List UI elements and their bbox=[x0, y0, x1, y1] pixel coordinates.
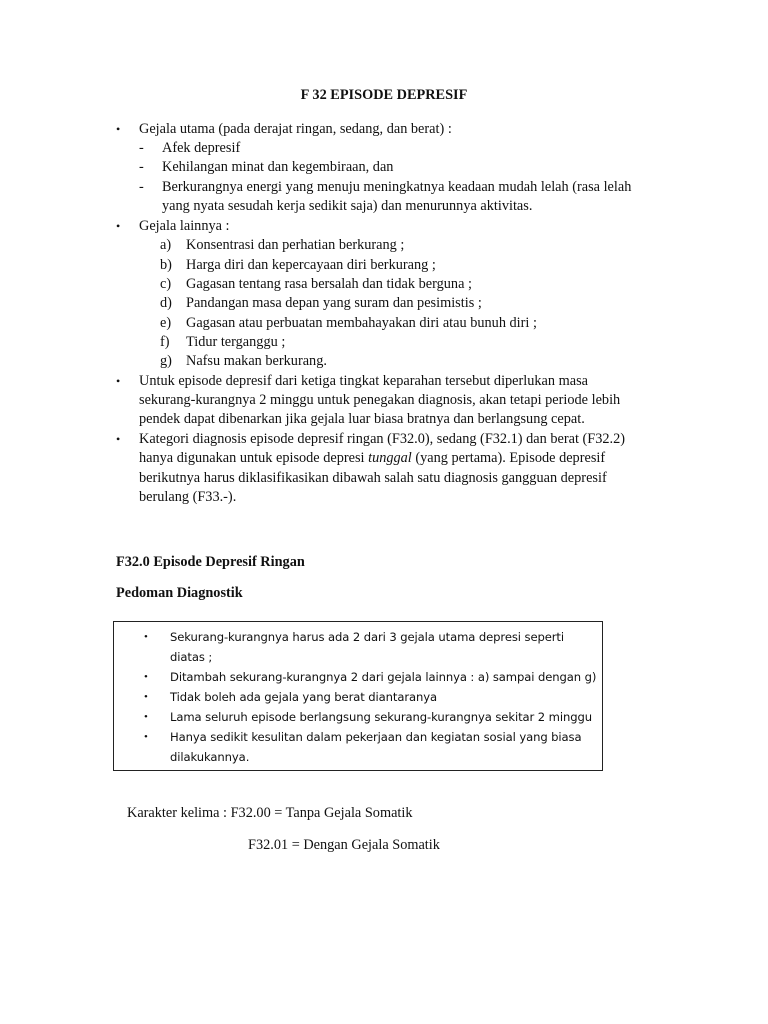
duration-paragraph-line: pendek dapat dibenarkan jika gejala luar biasa bratnya dan berlangsung cepat. bbox=[139, 411, 585, 427]
other-symptom-item: Gagasan tentang rasa bersalah dan tidak berguna ; bbox=[186, 276, 472, 292]
main-symptom-item: Berkurangnya energi yang menuju meningkatnya keadaan mudah lelah (rasa lelah bbox=[162, 179, 632, 195]
page-title: F 32 EPISODE DEPRESIF bbox=[300, 87, 468, 103]
dash-icon: - bbox=[139, 179, 144, 195]
main-symptoms-intro: Gejala utama (pada derajat ringan, sedang, dan berat) : bbox=[139, 121, 452, 137]
bullet-icon: • bbox=[116, 374, 121, 388]
dash-icon: - bbox=[139, 159, 144, 175]
guideline-item-continued: dilakukannya. bbox=[170, 750, 250, 764]
other-symptom-item: Nafsu makan berkurang. bbox=[186, 353, 327, 369]
category-paragraph-line: berulang (F33.-). bbox=[139, 489, 237, 505]
category-paragraph-line bbox=[139, 449, 605, 469]
other-symptom-item: Pandangan masa depan yang suram dan pesimistis ; bbox=[186, 295, 482, 311]
diagnostic-guideline-box bbox=[113, 621, 603, 771]
list-marker: e) bbox=[160, 315, 172, 331]
duration-paragraph-line: Untuk episode depresif dari ketiga tingkat keparahan tersebut diperlukan masa bbox=[139, 373, 589, 389]
dash-icon: - bbox=[139, 140, 144, 156]
bullet-icon: • bbox=[144, 671, 148, 683]
guideline-item: Lama seluruh episode berlangsung sekurang-kurangnya sekitar 2 minggu bbox=[170, 710, 592, 724]
fifth-character-line: Karakter kelima : F32.00 = Tanpa Gejala Somatik bbox=[127, 805, 413, 821]
guideline-item: Sekurang-kurangnya harus ada 2 dari 3 gejala utama depresi seperti bbox=[170, 630, 565, 644]
bullet-icon: • bbox=[144, 731, 148, 743]
guideline-item: Tidak boleh ada gejala yang berat diantaranya bbox=[170, 690, 438, 704]
section-heading: F32.0 Episode Depresif Ringan bbox=[116, 554, 305, 570]
list-marker: a) bbox=[160, 237, 172, 253]
bullet-icon: • bbox=[116, 432, 121, 446]
category-text-pre: hanya digunakan untuk episode depresi bbox=[139, 450, 369, 466]
main-symptom-item: Kehilangan minat dan kegembiraan, dan bbox=[162, 159, 394, 175]
fifth-character-line: F32.01 = Dengan Gejala Somatik bbox=[248, 837, 440, 853]
guideline-item: Hanya sedikit kesulitan dalam pekerjaan dan kegiatan sosial yang biasa bbox=[170, 730, 582, 744]
other-symptom-item: Harga diri dan kepercayaan diri berkurang ; bbox=[186, 257, 436, 273]
main-symptom-item-continued: yang nyata sesudah kerja sedikit saja) dan menurunnya aktivitas. bbox=[162, 198, 533, 214]
category-paragraph-line: berikutnya harus diklasifikasikan dibawah salah satu diagnosis gangguan depresif bbox=[139, 470, 607, 486]
bullet-icon: • bbox=[144, 711, 148, 723]
category-text-emphasis: tunggal bbox=[368, 450, 412, 466]
list-marker: c) bbox=[160, 276, 172, 292]
category-paragraph-line: Kategori diagnosis episode depresif ringan (F32.0), sedang (F32.1) dan berat (F32.2) bbox=[139, 431, 625, 447]
guideline-item-continued: diatas ; bbox=[170, 650, 213, 664]
duration-paragraph-line: sekurang-kurangnya 2 minggu untuk penegakan diagnosis, akan tetapi periode lebih bbox=[139, 392, 621, 408]
list-marker: b) bbox=[160, 257, 172, 273]
bullet-icon: • bbox=[116, 219, 121, 233]
guideline-item: Ditambah sekurang-kurangnya 2 dari gejala lainnya : a) sampai dengan g) bbox=[170, 670, 597, 684]
list-marker: g) bbox=[160, 353, 172, 369]
main-symptom-item: Afek depresif bbox=[162, 140, 241, 156]
section-subheading: Pedoman Diagnostik bbox=[116, 585, 243, 601]
bullet-icon: • bbox=[116, 122, 121, 136]
other-symptom-item: Tidur terganggu ; bbox=[186, 334, 286, 350]
bullet-icon: • bbox=[144, 691, 148, 703]
category-text-post: (yang pertama). Episode depresif bbox=[411, 450, 606, 466]
list-marker: d) bbox=[160, 295, 172, 311]
other-symptom-item: Konsentrasi dan perhatian berkurang ; bbox=[186, 237, 405, 253]
other-symptoms-intro: Gejala lainnya : bbox=[139, 218, 230, 234]
bullet-icon: • bbox=[144, 631, 148, 643]
list-marker: f) bbox=[160, 334, 170, 350]
other-symptom-item: Gagasan atau perbuatan membahayakan diri atau bunuh diri ; bbox=[186, 315, 537, 331]
